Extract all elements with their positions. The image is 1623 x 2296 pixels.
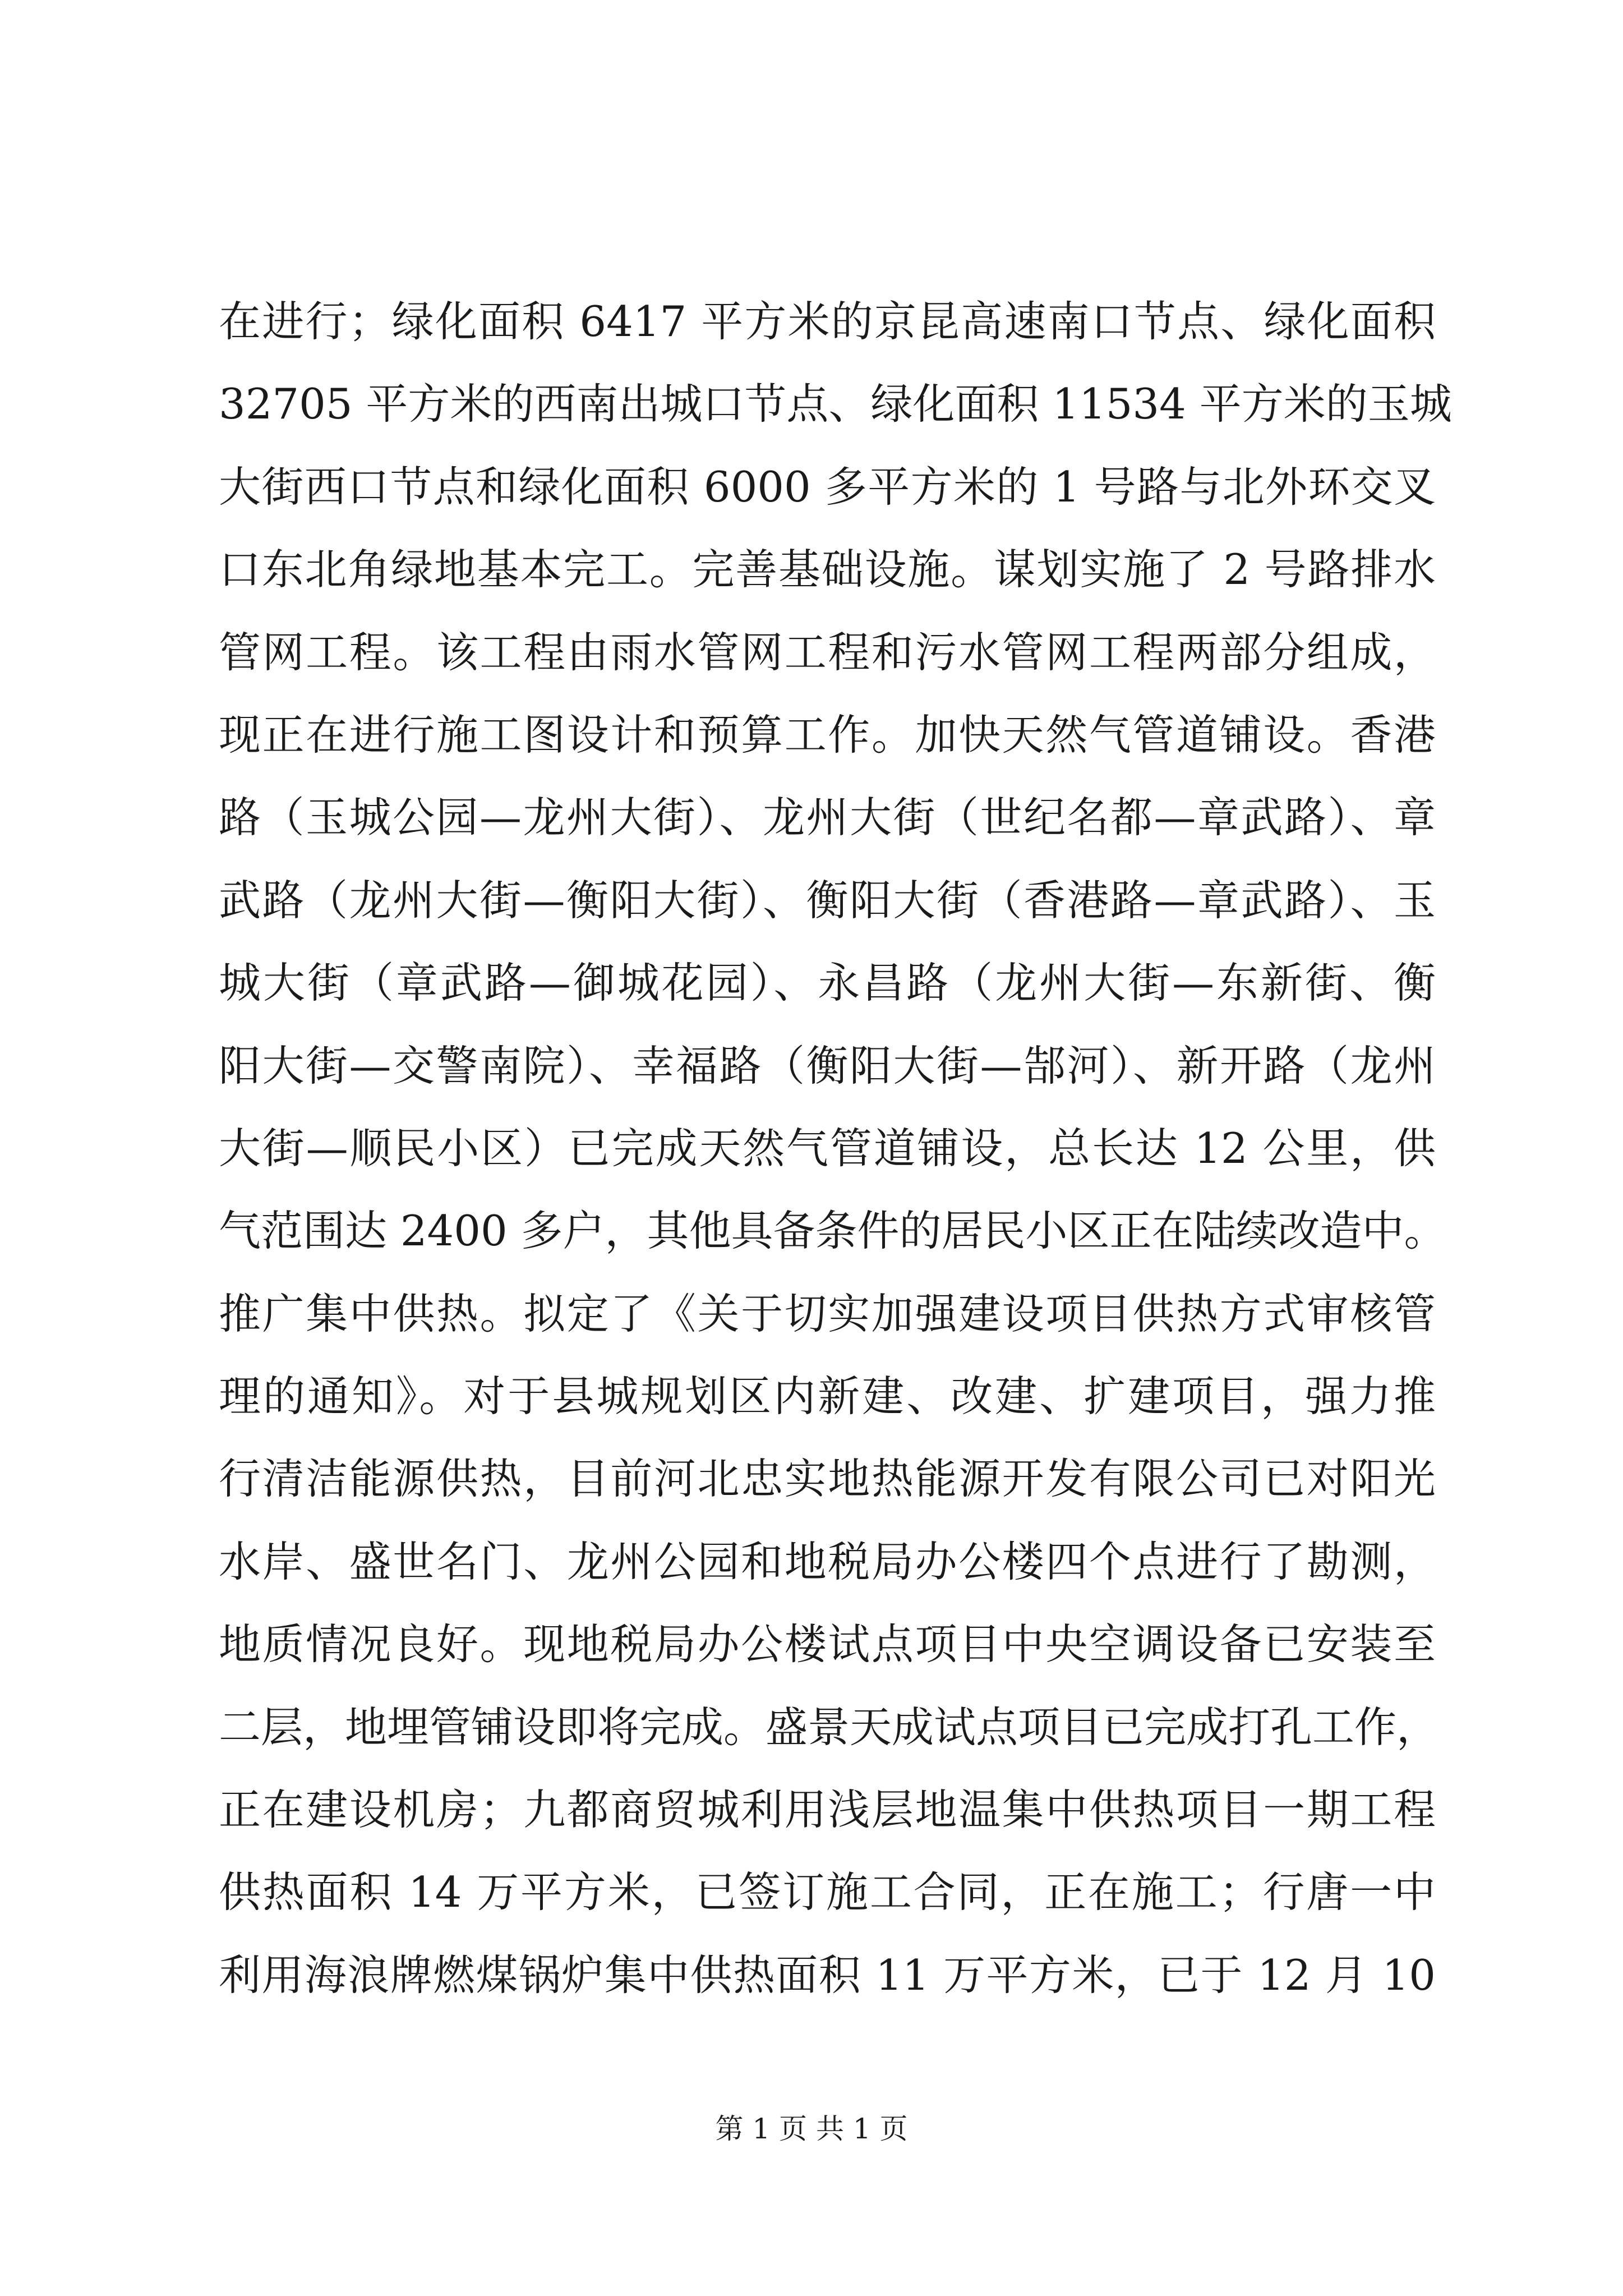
text-line: 现正在进行施工图设计和预算工作。加快天然气管道铺设。香港 <box>219 710 1436 760</box>
body-text <box>219 280 1452 2017</box>
text-line: 行清洁能源供热，目前河北忠实地热能源开发有限公司已对阳光 <box>219 1454 1436 1504</box>
page-footer <box>0 2112 1623 2146</box>
text-line: 阳大街—交警南院）、幸福路（衡阳大街—郜河）、新开路（龙州 <box>219 1041 1436 1091</box>
text-line: 正在建设机房；九都商贸城利用浅层地温集中供热项目一期工程 <box>219 1785 1436 1835</box>
text-line: 气范围达 2400 多户，其他具备条件的居民小区正在陆续改造中。 <box>219 1206 1446 1256</box>
page-number: 第 1 页 共 1 页 <box>715 2113 908 2145</box>
text-line: 地质情况良好。现地税局办公楼试点项目中央空调设备已安装至 <box>219 1619 1436 1669</box>
text-line: 大街西口节点和绿化面积 6000 多平方米的 1 号路与北外环交叉 <box>219 462 1436 512</box>
text-line: 武路（龙州大街—衡阳大街）、衡阳大街（香港路—章武路）、玉 <box>219 875 1436 925</box>
text-line: 城大街（章武路—御城花园）、永昌路（龙州大街—东新街、衡 <box>219 958 1436 1008</box>
text-line: 利用海浪牌燃煤锅炉集中供热面积 11 万平方米，已于 12 月 10 <box>219 1950 1436 2000</box>
text-line: 供热面积 14 万平方米，已签订施工合同，正在施工；行唐一中 <box>219 1867 1436 1917</box>
text-line: 口东北角绿地基本完工。完善基础设施。谋划实施了 2 号路排水 <box>219 545 1436 595</box>
text-line: 理的通知》。对于县城规划区内新建、改建、扩建项目，强力推 <box>219 1372 1436 1421</box>
text-line: 水岸、盛世名门、龙州公园和地税局办公楼四个点进行了勘测， <box>219 1536 1436 1586</box>
text-line: 管网工程。该工程由雨水管网工程和污水管网工程两部分组成， <box>219 627 1436 677</box>
text-line: 路（玉城公园—龙州大街）、龙州大街（世纪名都—章武路）、章 <box>219 793 1436 843</box>
text-line: 推广集中供热。拟定了《关于切实加强建设项目供热方式审核管 <box>219 1289 1436 1338</box>
text-line: 大街—顺民小区）已完成天然气管道铺设，总长达 12 公里，供 <box>219 1123 1436 1173</box>
text-line: 二层，地埋管铺设即将完成。盛景天成试点项目已完成打孔工作， <box>219 1702 1439 1752</box>
text-line: 32705 平方米的西南出城口节点、绿化面积 11534 平方米的玉城 <box>219 379 1452 429</box>
text-line: 在进行；绿化面积 6417 平方米的京昆高速南口节点、绿化面积 <box>219 297 1436 346</box>
